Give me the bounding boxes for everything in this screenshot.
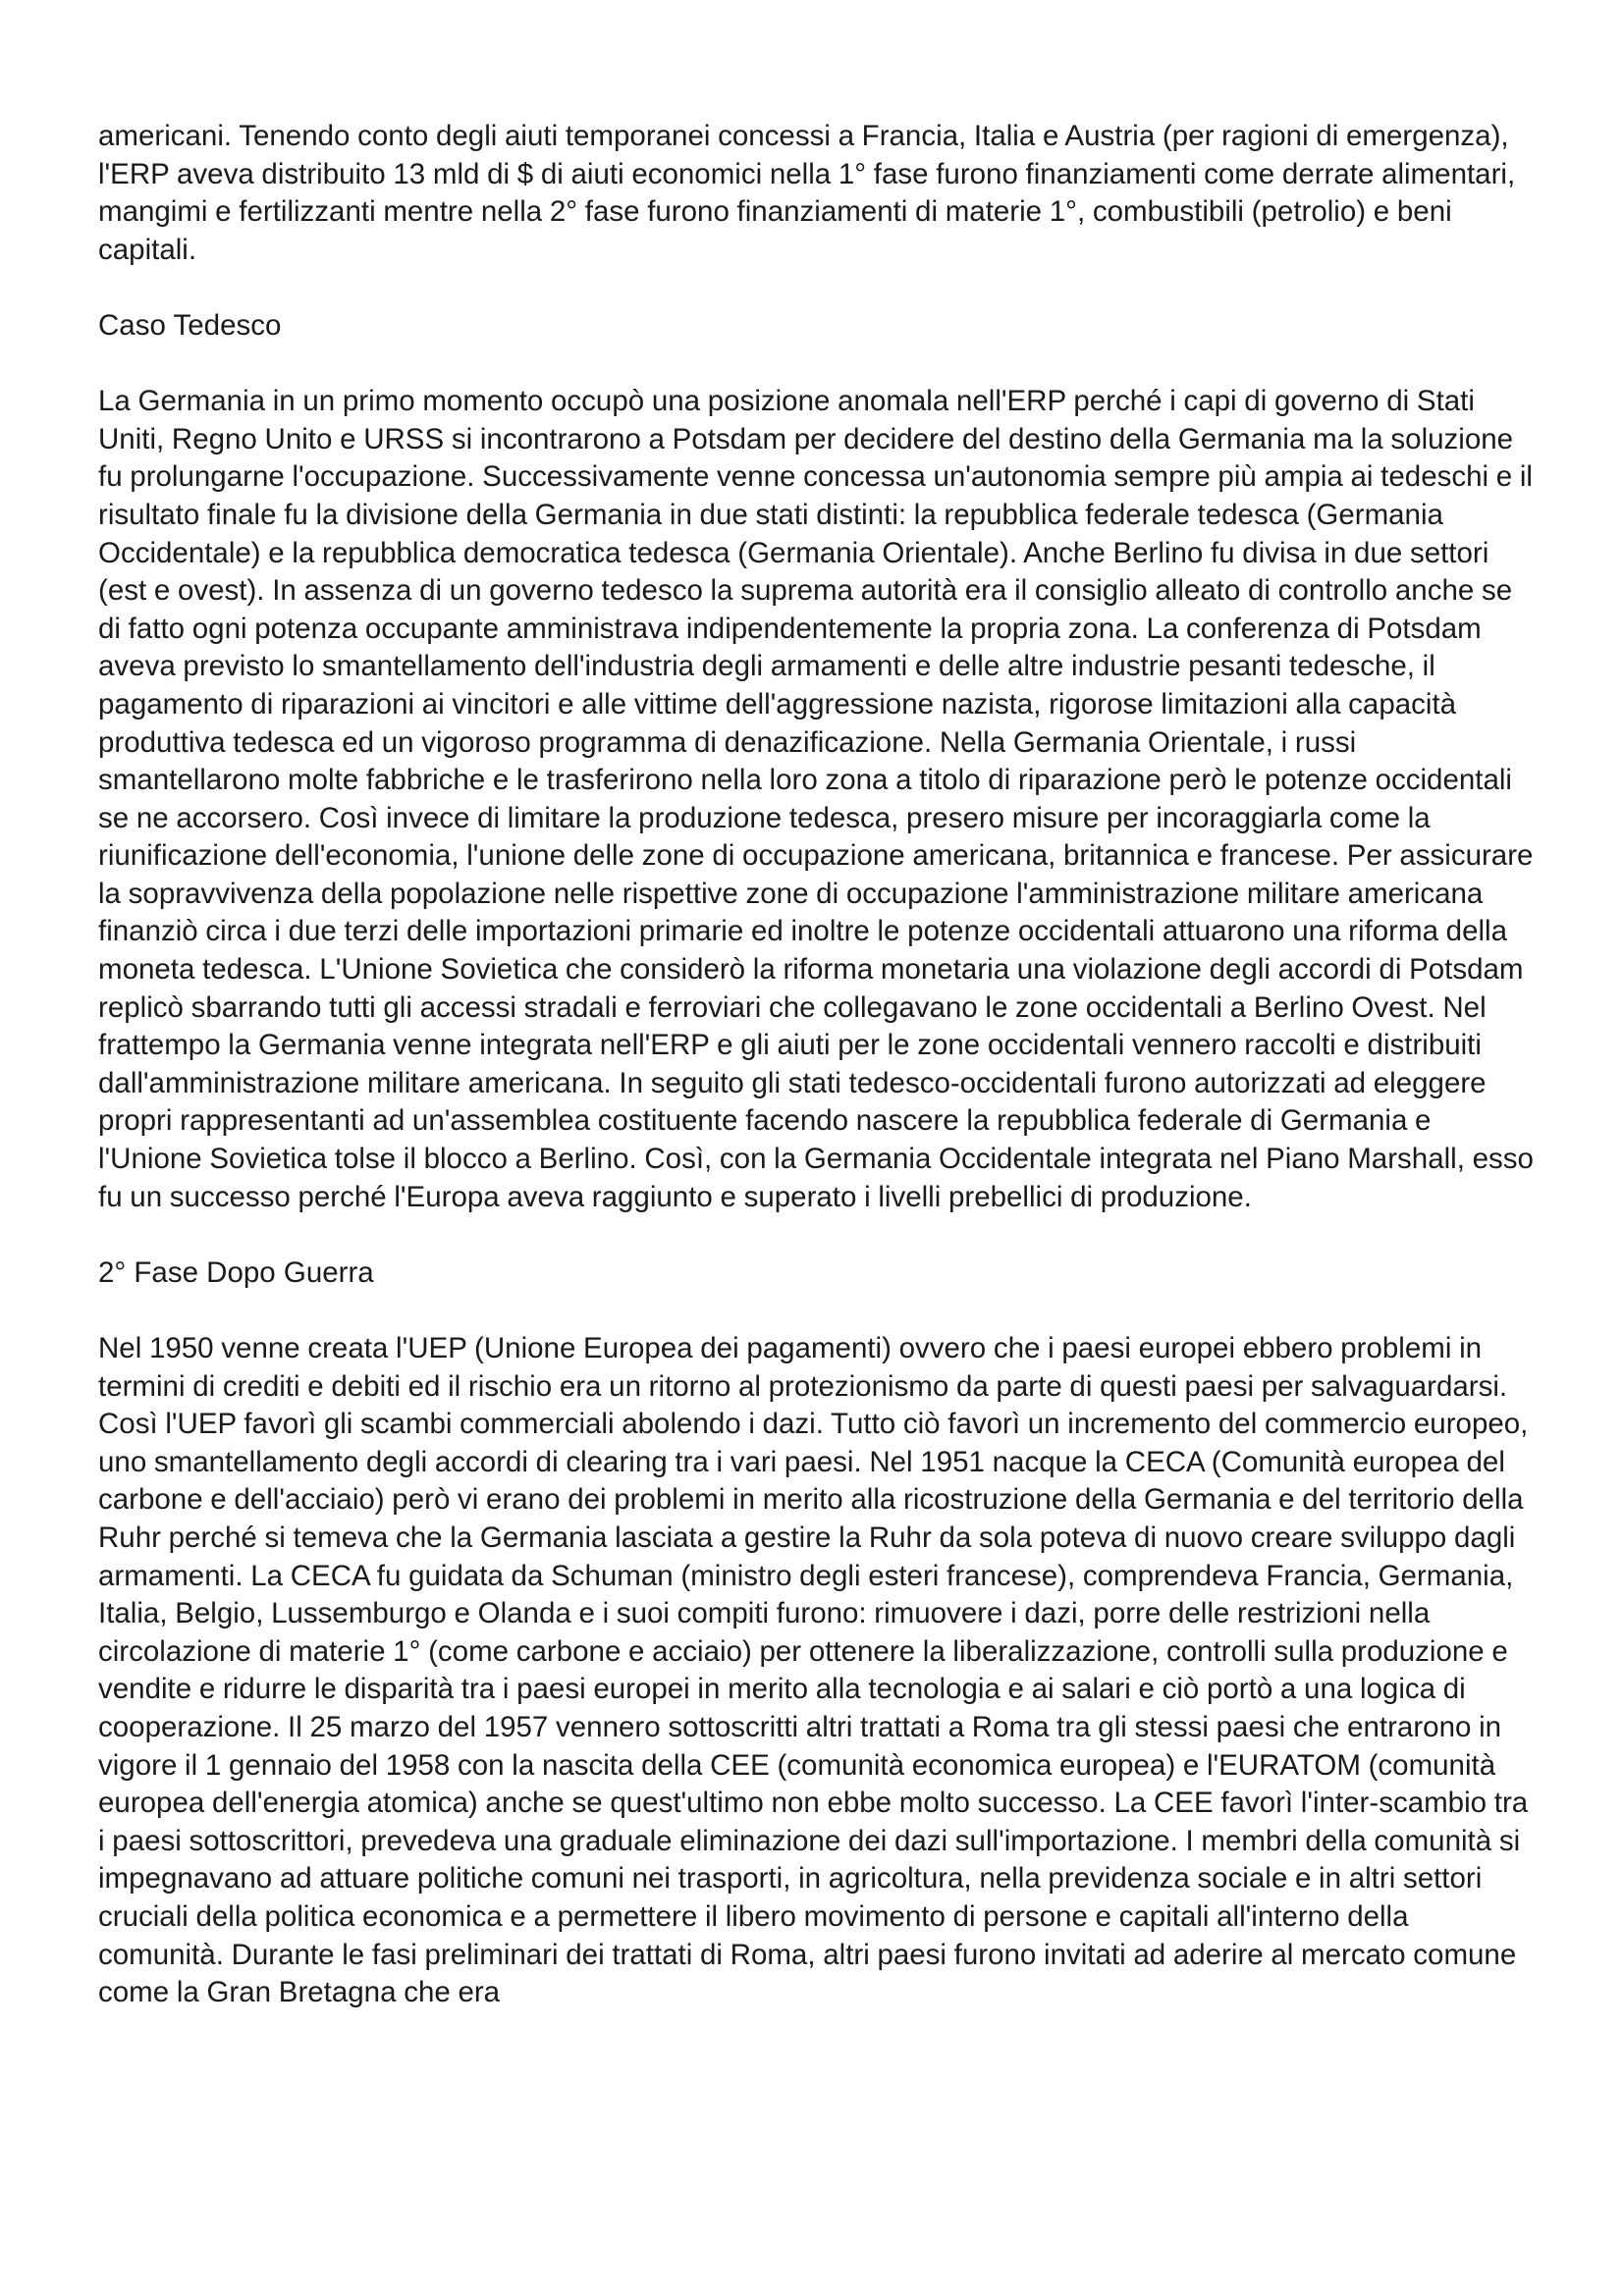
section-heading-caso-tedesco: Caso Tedesco [98,308,282,342]
paragraph-erp-aid: americani. Tenendo conto degli aiuti temporanei concessi a Francia, Italia e Austria (per ragioni di emergenza), l'ERP aveva distribuito 13 mld di $ di aiuti economici nella 1° fase furono finanziamenti come derrate alimentari, mangimi e fertilizzanti mentre nella 2° fase furono finanziamenti di materie 1°, combustibili (petrolio) e beni capitali. [98,120,1516,266]
section-heading-seconda-fase: 2° Fase Dopo Guerra [98,1255,374,1289]
document-page [98,118,1537,2050]
paragraph-germany: La Germania in un primo momento occupò una posizione anomala nell'ERP perché i capi di governo di Stati Uniti, Regno Unito e URSS si incontrarono a Potsdam per decidere del destino della Germania ma la soluzione fu prolungarne l'occupazione. Successivamente venne concessa un'autonomia sempre più ampia ai tedeschi e il risultato finale fu la divisione della Germania in due stati distinti: la repubblica federale tedesca (Germania Occidentale) e la repubblica democratica tedesca (Germania Orientale). Anche Berlino fu divisa in due settori (est e ovest). In assenza di un governo tedesco la suprema autorità era il consiglio alleato di controllo anche se di fatto ogni potenza occupante amministrava indipendentemente la propria zona. La conferenza di Potsdam aveva previsto lo smantellamento dell'industria degli armamenti e delle altre industrie pesanti tedesche, il pagamento di riparazioni ai vincitori e alle vittime dell'aggressione nazista, rigorose limitazioni alla capacità produttiva tedesca ed un vigoroso programma di denazificazione. Nella Germania Orientale, i russi smantellarono molte fabbriche e le trasferirono nella loro zona a titolo di riparazione però le potenze occidentali se ne accorsero. Così invece di limitare la produzione tedesca, presero misure per incoraggiarla come la riunificazione dell'economia, l'unione delle zone di occupazione americana, britannica e francese. Per assicurare la sopravvivenza della popolazione nelle rispettive zone di occupazione l'amministrazione militare americana finanziò circa i due terzi delle importazioni primarie ed inoltre le potenze occidentali attuarono una riforma della moneta tedesca. L'Unione Sovietica che considerò la riforma monetaria una violazione degli accordi di Potsdam replicò sbarrando tutti gli accessi stradali e ferroviari che collegavano le zone occidentali a Berlino Ovest. Nel frattempo la Germania venne integrata nell'ERP e gli aiuti per le zone occidentali vennero raccolti e distribuiti dall'amministrazione militare americana. In seguito gli stati tedesco-occidentali furono autorizzati ad eleggere propri rappresentanti ad un'assemblea costituente facendo nascere la repubblica federale di Germania e l'Unione Sovietica tolse il blocco a Berlino. Così, con la Germania Occidentale integrata nel Piano Marshall, esso fu un successo perché l'Europa aveva raggiunto e superato i livelli prebellici di produzione. [98,385,1534,1213]
paragraph-uep-ceca-cee: Nel 1950 venne creata l'UEP (Unione Europea dei pagamenti) ovvero che i paesi europei ebbero problemi in termini di crediti e debiti ed il rischio era un ritorno al protezionismo da parte di questi paesi per salvaguardarsi. Così l'UEP favorì gli scambi commerciali abolendo i dazi. Tutto ciò favorì un incremento del commercio europeo, uno smantellamento degli accordi di clearing tra i vari paesi. Nel 1951 nacque la CECA (Comunità europea del carbone e dell'acciaio) però vi erano dei problemi in merito alla ricostruzione della Germania e del territorio della Ruhr perché si temeva che la Germania lasciata a gestire la Ruhr da sola poteva di nuovo creare sviluppo dagli armamenti. La CECA fu guidata da Schuman (ministro degli esteri francese), comprendeva Francia, Germania, Italia, Belgio, Lussemburgo e Olanda e i suoi compiti furono: rimuovere i dazi, porre delle restrizioni nella circolazione di materie 1° (come carbone e acciaio) per ottenere la liberalizzazione, controlli sulla produzione e vendite e ridurre le disparità tra i paesi europei in merito alla tecnologia e ai salari e ciò portò a una logica di cooperazione. Il 25 marzo del 1957 vennero sottoscritti altri trattati a Roma tra gli stessi paesi che entrarono in vigore il 1 gennaio del 1958 con la nascita della CEE (comunità economica europea) e l'EURATOM (comunità europea dell'energia atomica) anche se quest'ultimo non ebbe molto successo. La CEE favorì l'inter-scambio tra i paesi sottoscrittori, prevedeva una graduale eliminazione dei dazi sull'importazione. I membri della comunità si impegnavano ad attuare politiche comuni nei trasporti, in agricoltura, nella previdenza sociale e in altri settori cruciali della politica economica e a permettere il libero movimento di persone e capitali all'interno della comunità. Durante le fasi preliminari dei trattati di Roma, altri paesi furono invitati ad aderire al mercato comune come la Gran Bretagna che era [98,1332,1529,2009]
